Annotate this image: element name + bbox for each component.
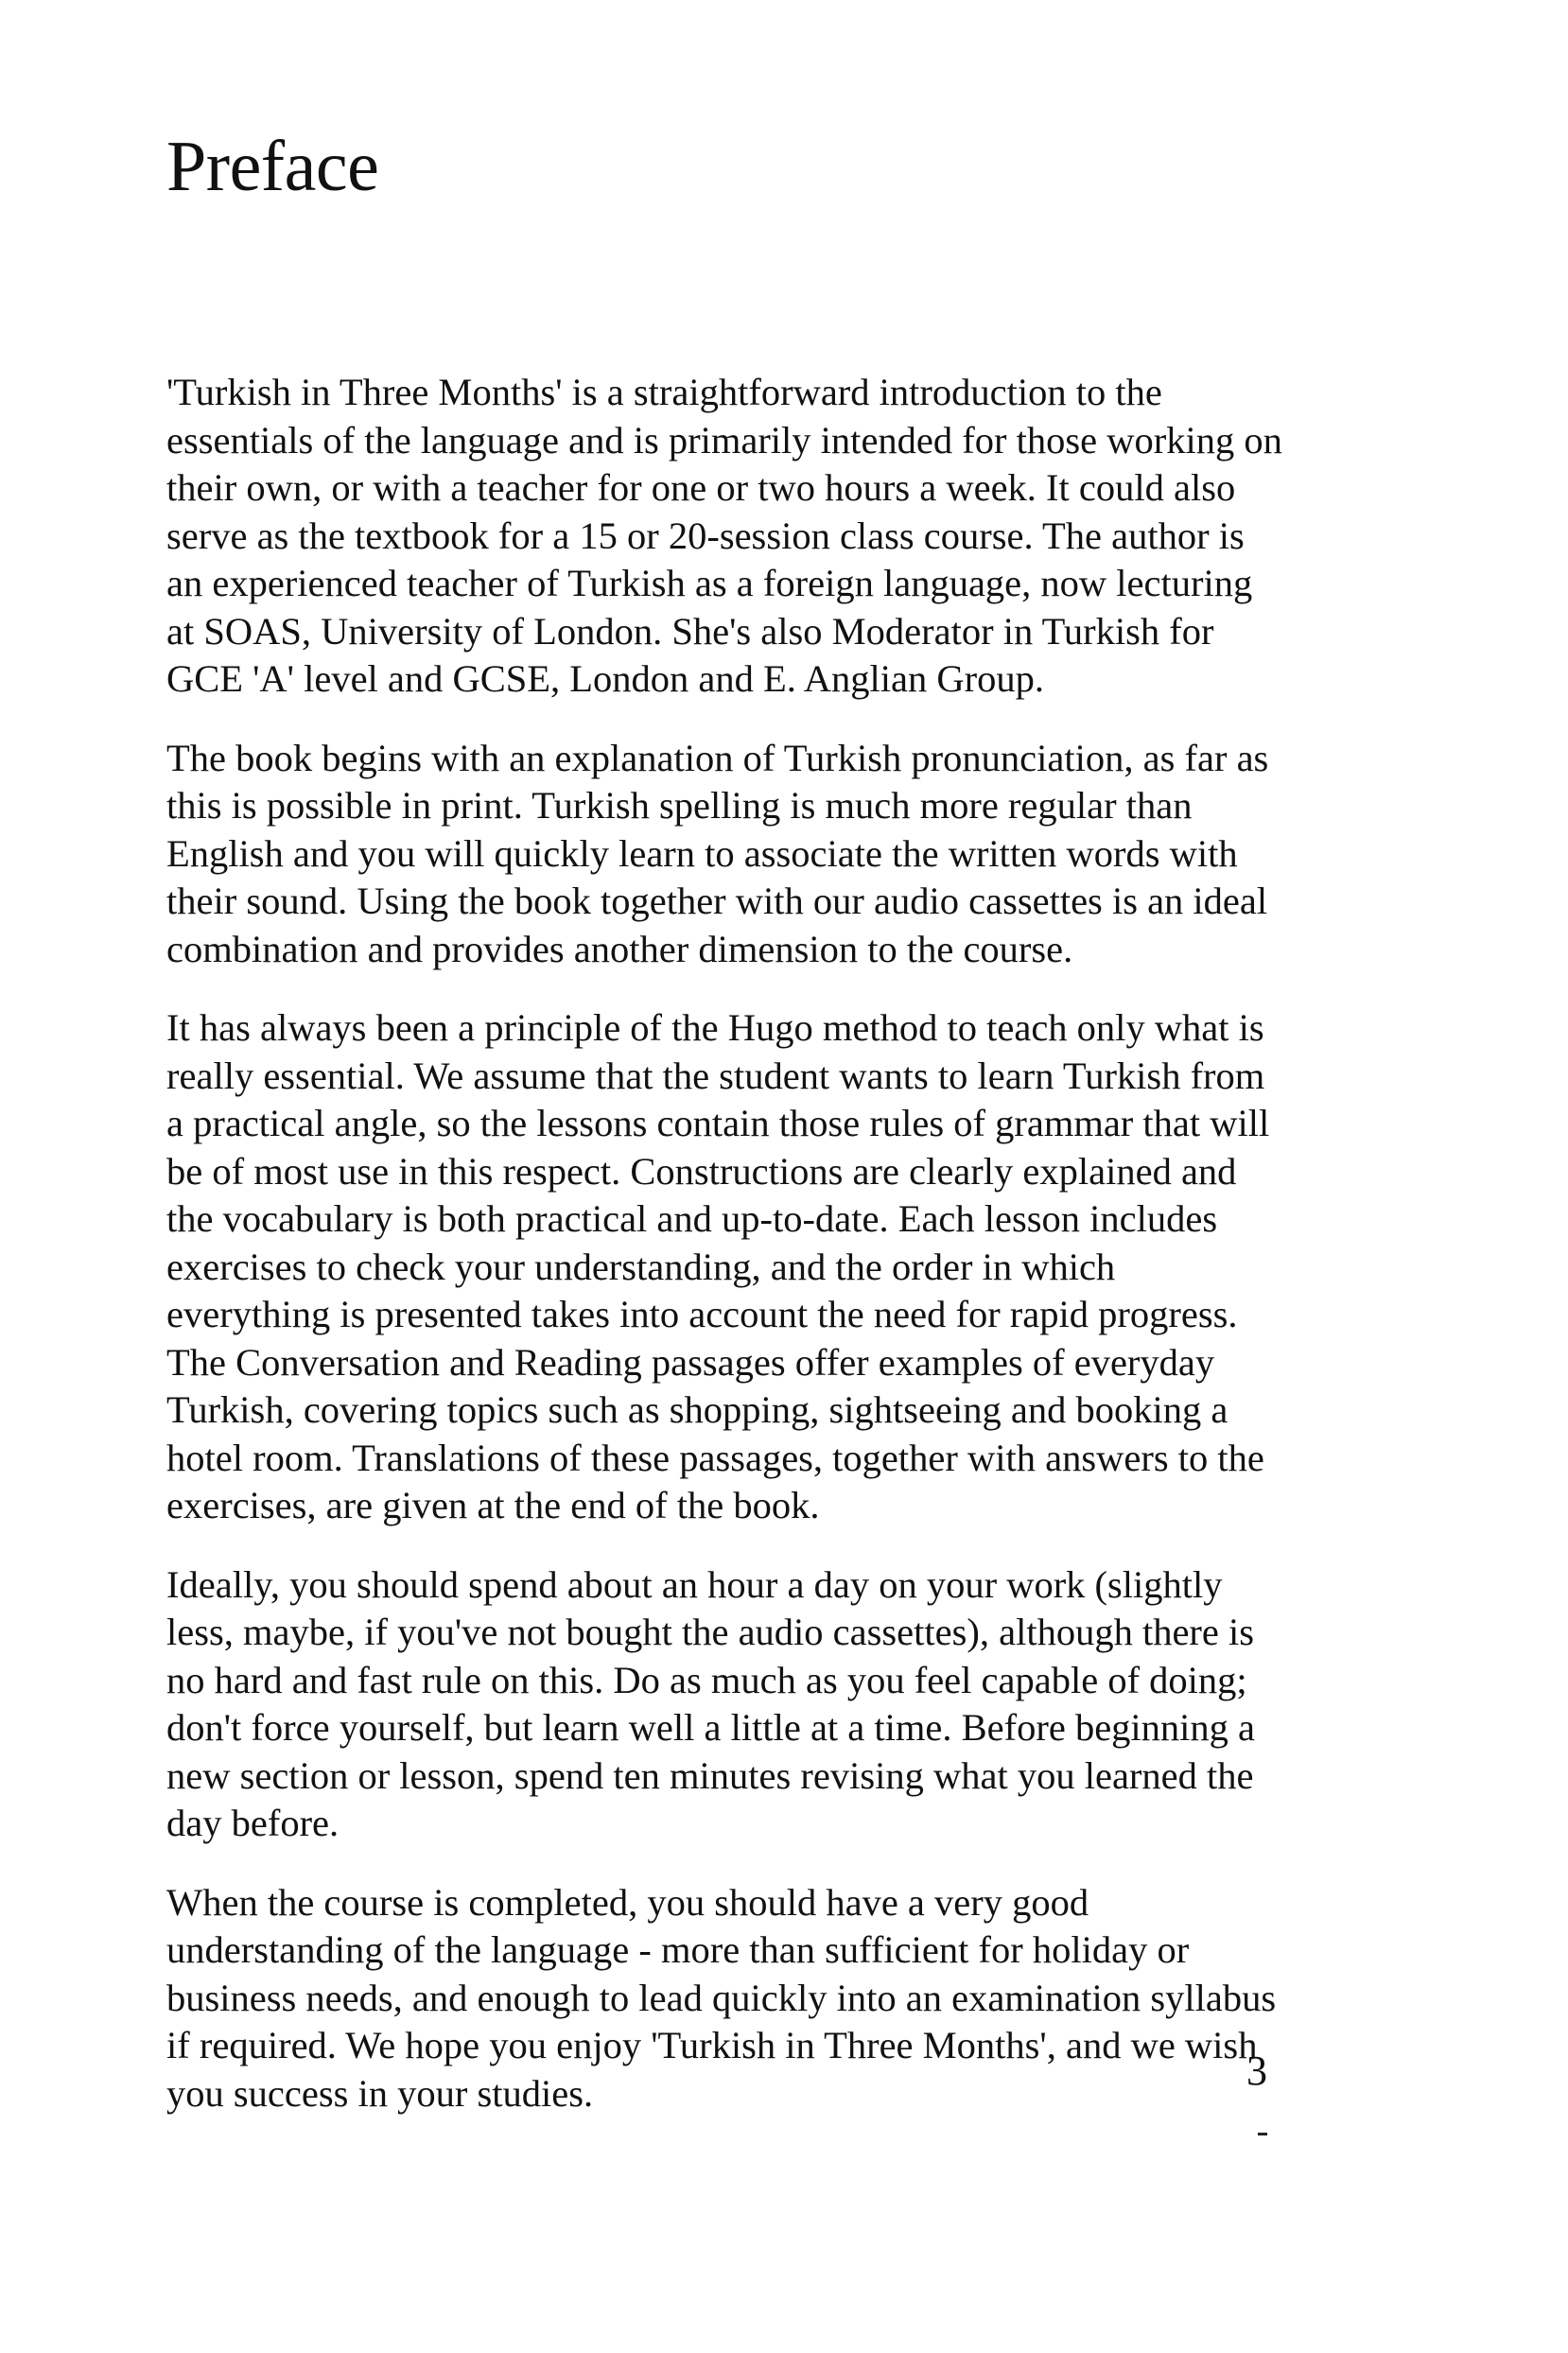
page-title: Preface [166,127,379,206]
print-mark [1258,2133,1267,2135]
page-number: 3 [1246,2048,1267,2094]
preface-body [166,369,1282,2149]
paragraph-conclusion: When the course is completed, you should have a very good understanding of the language - more than sufficient for holiday or business needs, and enough to lead quickly into an examination syllabus if required. We hope you enjoy 'Turkish in Three Months', and we wish you success in your studies. [166,1880,1277,2115]
paragraph-intro: 'Turkish in Three Months' is a straightforward introduction to the essentials of the language and is primarily intended for those working on their own, or with a teacher for one or two hours a week. It could also serve as the textbook for a 15 or 20-session class course. The author is an experienced teacher of Turkish as a foreign language, now lecturing at SOAS, University of London. She's also Moderator in Turkish for GCE 'A' level and GCSE, London and E. Anglian Group. [166,371,1282,700]
paragraph-method: It has always been a principle of the Hugo method to teach only what is really essential. We assume that the student wants to learn Turkish from a practical angle, so the lessons contain those rules of grammar that will be of most use in this respect. Constructions are clearly explained and the vocabulary is both practical and up-to-date. Each lesson includes exercises to check your understanding, and the order in which everything is presented takes into account the need for rapid progress. The Conversation and Reading passages offer examples of everyday Turkish, covering topics such as shopping, sightseeing and booking a hotel room. Translations of these passages, together with answers to the exercises, are given at the end of the book. [166,1006,1270,1526]
paragraph-pronunciation: The book begins with an explanation of Turkish pronunciation, as far as this is possible in print. Turkish spelling is much more regular than English and you will quickly learn to associate the written words with their sound. Using the book together with our audio cassettes is an ideal combination and provides another dimension to the course. [166,736,1269,970]
paragraph-study-time: Ideally, you should spend about an hour a day on your work (slightly less, maybe, if you've not bought the audio cassettes), although there is no hard and fast rule on this. Do as much as you feel capable of doing; don't force yourself, but learn well a little at a time. Before beginning a new section or lesson, spend ten minutes revising what you learned the day before. [166,1562,1256,1844]
